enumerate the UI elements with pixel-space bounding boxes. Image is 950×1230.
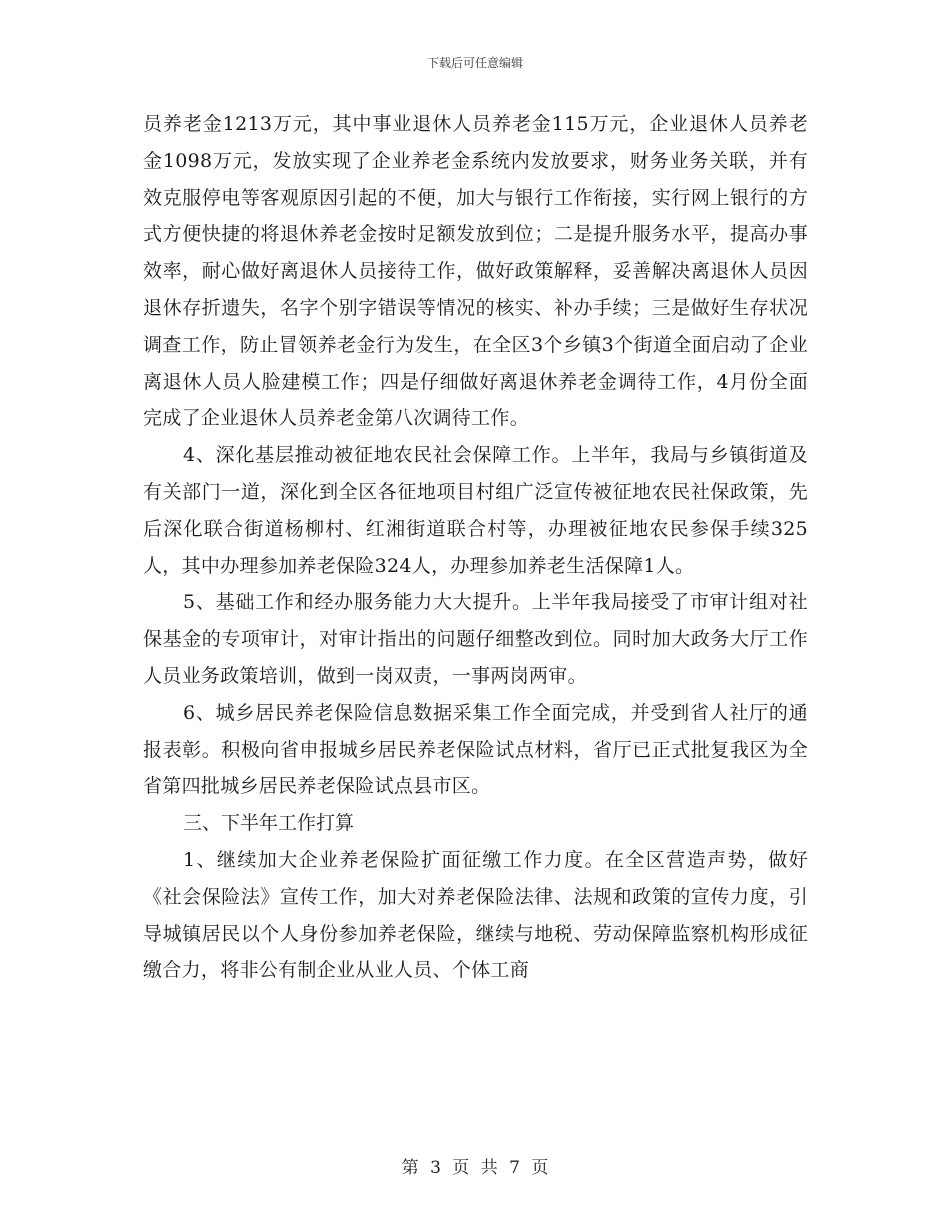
page-number-footer: 第 3 页 共 7 页 bbox=[401, 1158, 549, 1178]
paragraph-land-expropriated-farmers: 4、深化基层推动被征地农民社会保障工作。上半年，我局与乡镇街道及有关部门一道，深化到全区各征地项目村组广泛宣传被征地农民社保政策，先后深化联合街道杨柳村、红湘街道联合村等，办理被征地农民参保手续325人，其中办理参加养老保险324人，办理参加养老生活保障1人。 bbox=[143, 444, 808, 577]
paragraph-expand-coverage: 1、继续加大企业养老保险扩面征缴工作力度。在全区营造声势，做好《社会保险法》宣传工作，加大对养老保险法律、法规和政策的宣传力度，引导城镇居民以个人身份参加养老保险，继续与地税、劳动保障监察机构形成征缴合力，将非公有制企业从业人员、个体工商 bbox=[143, 848, 808, 982]
paragraph-pension-distribution: 员养老金1213万元，其中事业退休人员养老金115万元，企业退休人员养老金1098万元，发放实现了企业养老金系统内发放要求，财务业务关联，并有效克服停电等客观原因引起的不便，加大与银行工作衔接，实行网上银行的方式方便快捷的将退休养老金按时足额发放到位；二是提升服务水平，提高办事效率，耐心做好离退休人员接待工作，做好政策解释，妥善解决离退休人员因退休存折遗失，名字个别字错误等情况的核实、补办手续；三是做好生存状况调查工作，防止冒领养老金行为发生，在全区3个乡镇3个街道全面启动了企业离退休人员人脸建模工作；四是仔细做好离退休养老金调待工作，4月份全面完成了企业退休人员养老金第八次调待工作。 bbox=[143, 113, 808, 430]
paragraph-data-collection: 6、城乡居民养老保险信息数据采集工作全面完成，并受到省人社厅的通报表彰。积极向省申报城乡居民养老保险试点材料，省厅已正式批复我区为全省第四批城乡居民养老保险试点县市区。 bbox=[143, 701, 808, 798]
document-body bbox=[143, 106, 808, 989]
paragraph-basic-work-capacity: 5、基础工作和经办服务能力大大提升。上半年我局接受了市审计组对社保基金的专项审计，对审计指出的问题仔细整改到位。同时加大政务大厅工作人员业务政策培训，做到一岗双责，一事两岗两审。 bbox=[143, 591, 808, 687]
header-note: 下载后可任意编辑 bbox=[426, 56, 523, 70]
section-heading-second-half-plan: 三、下半年工作打算 bbox=[183, 812, 355, 835]
